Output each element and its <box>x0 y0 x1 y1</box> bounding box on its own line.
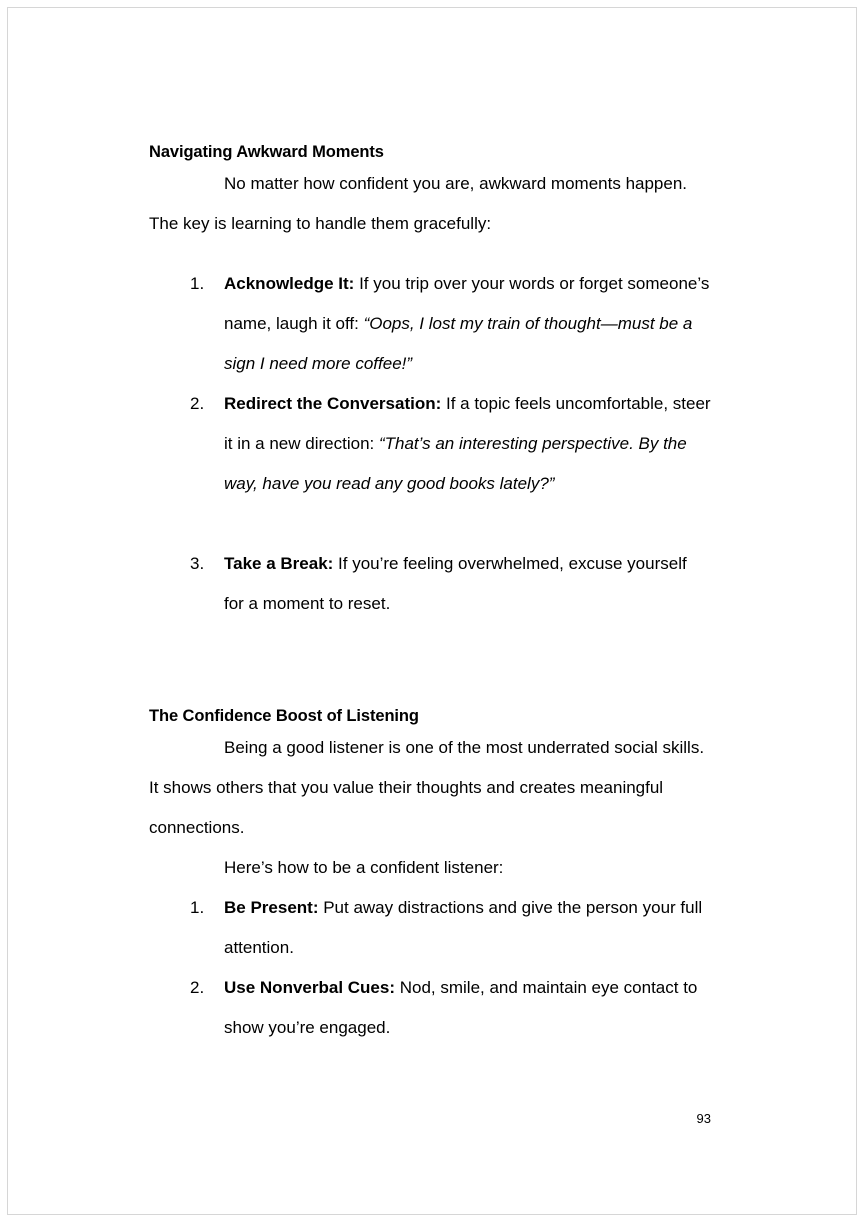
section-gap <box>149 624 711 704</box>
spacer-before-list-1 <box>149 244 711 264</box>
list-item-label: Be Present: <box>224 898 319 917</box>
ordered-list-confident-listener <box>149 888 711 1048</box>
list-item <box>149 264 711 384</box>
ordered-list-awkward-moments <box>149 264 711 624</box>
list-item-text: If you’re feeling overwhelmed, excuse yourself for a moment to reset. <box>224 554 687 613</box>
list-item-marker: 2. <box>190 978 205 997</box>
section-heading-navigating-awkward-moments: Navigating Awkward Moments <box>149 143 384 161</box>
list-item-quote: “Oops, I lost my train of thought—must be a sign I need more coffee!” <box>224 314 693 373</box>
page-content <box>149 140 711 1048</box>
list-item-text: Put away distractions and give the person your full attention. <box>224 898 703 957</box>
section-paragraph-navigating-awkward-moments: No matter how confident you are, awkward moments happen. The key is learning to handle them gracefully: <box>149 174 688 233</box>
list-item <box>149 968 711 1048</box>
list-item-label: Take a Break: <box>224 554 334 573</box>
list-item-marker: 3. <box>190 554 205 573</box>
list-item-text: Nod, smile, and maintain eye contact to show you’re engaged. <box>224 978 698 1037</box>
page-number: 93 <box>696 1111 711 1126</box>
section-heading-confidence-boost-of-listening: The Confidence Boost of Listening <box>149 707 419 725</box>
list-item-label: Redirect the Conversation: <box>224 394 442 413</box>
list-item-text: If you trip over your words or forget someone’s name, laugh it off: <box>224 274 710 333</box>
list-item-marker: 1. <box>190 274 205 293</box>
list-item <box>149 888 711 968</box>
list-item-label: Use Nonverbal Cues: <box>224 978 395 997</box>
list-item <box>149 544 711 624</box>
list-item-marker: 2. <box>190 394 205 413</box>
list-item-text: If a topic feels uncomfortable, steer it in a new direction: <box>224 394 711 453</box>
list-item-label: Acknowledge It: <box>224 274 355 293</box>
list-item-quote: “That’s an interesting perspective. By the way, have you read any good books lately?” <box>224 434 687 493</box>
list-item-marker: 1. <box>190 898 205 917</box>
section-paragraph-confidence-boost-of-listening: Being a good listener is one of the most underrated social skills. It shows others that you value their thoughts and creates meaningful connections. <box>149 738 705 837</box>
list-item <box>149 384 711 504</box>
section-paragraph-confident-listener-intro: Here’s how to be a confident listener: <box>224 858 504 877</box>
list-spacer <box>149 504 711 544</box>
